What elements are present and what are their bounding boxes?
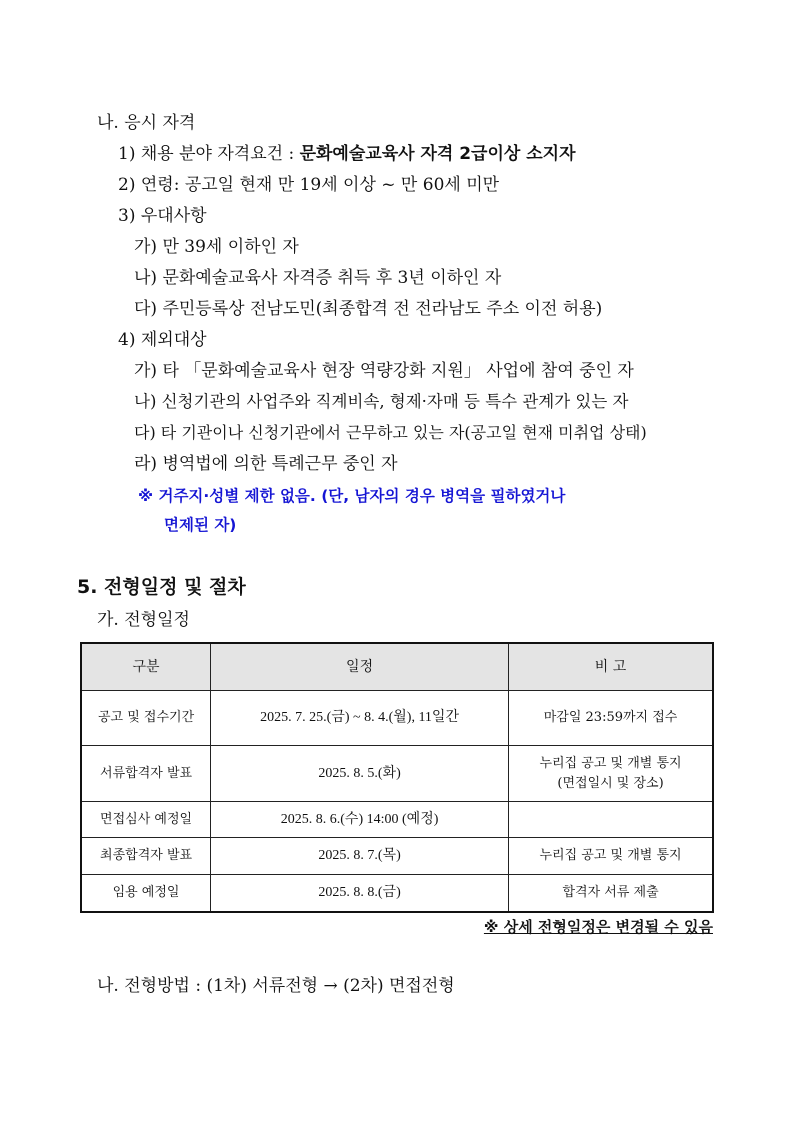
schedule-table bbox=[80, 642, 714, 913]
row-category: 면접심사 예정일 bbox=[81, 802, 211, 838]
section-na-title: 나. 응시 자격 bbox=[97, 113, 196, 133]
exclusion-item-c: 다) 타 기관이나 신청기관에서 근무하고 있는 자(공고일 현재 미취업 상태) bbox=[134, 423, 647, 442]
qualification-item-2: 2) 연령: 공고일 현재 만 19세 이상 ~ 만 60세 미만 bbox=[118, 175, 500, 195]
schedule-change-note: ※ 상세 전형일정은 변경될 수 있음 bbox=[483, 918, 713, 936]
qualification-item-4: 4) 제외대상 bbox=[118, 330, 207, 350]
selection-method: 나. 전형방법 : (1차) 서류전형 → (2차) 면접전형 bbox=[97, 976, 455, 996]
row-remarks-line1: 마감일 23:59까지 접수 bbox=[543, 710, 678, 725]
row-schedule: 2025. 8. 8.(금) bbox=[211, 875, 509, 912]
row-remarks bbox=[509, 802, 713, 838]
notice-line-1: ※ 거주지·성별 제한 없음. (단, 남자의 경우 병역을 필하였거나 bbox=[138, 487, 566, 505]
preference-item-a: 가) 만 39세 이하인 자 bbox=[134, 237, 299, 257]
table-row bbox=[81, 802, 713, 838]
row-remarks bbox=[509, 746, 713, 802]
table-row bbox=[81, 691, 713, 746]
row-remarks bbox=[509, 691, 713, 746]
row-category: 서류합격자 발표 bbox=[81, 746, 211, 802]
row-schedule: 2025. 8. 7.(목) bbox=[211, 838, 509, 875]
header-schedule: 일정 bbox=[211, 643, 509, 691]
qualification-item-1-label: 1) 채용 분야 자격요건 : bbox=[118, 144, 300, 164]
qualification-item-1 bbox=[118, 143, 576, 165]
header-remarks: 비 고 bbox=[509, 643, 713, 691]
preference-item-c: 다) 주민등록상 전남도민(최종합격 전 전라남도 주소 이전 허용) bbox=[134, 299, 603, 319]
exclusion-item-b: 나) 신청기관의 사업주와 직계비속, 형제·자매 등 특수 관계가 있는 자 bbox=[134, 392, 629, 411]
exclusion-item-d: 라) 병역법에 의한 특례근무 중인 자 bbox=[134, 454, 398, 474]
row-category: 임용 예정일 bbox=[81, 875, 211, 912]
row-category: 공고 및 접수기간 bbox=[81, 691, 211, 746]
schedule-subtitle: 가. 전형일정 bbox=[97, 610, 190, 630]
table-row bbox=[81, 746, 713, 802]
row-schedule: 2025. 7. 25.(금) ~ 8. 4.(월), 11일간 bbox=[211, 691, 509, 746]
row-remarks-line1: 누리집 공고 및 개별 통지 bbox=[539, 755, 682, 771]
header-category: 구분 bbox=[81, 643, 211, 691]
exclusion-item-a: 가) 타 「문화예술교육사 현장 역량강화 지원」 사업에 참여 중인 자 bbox=[134, 361, 634, 381]
notice-line-2: 면제된 자) bbox=[164, 516, 237, 534]
preference-item-b: 나) 문화예술교육사 자격증 취득 후 3년 이하인 자 bbox=[134, 268, 502, 288]
table-header-row bbox=[81, 643, 713, 691]
qualification-item-3: 3) 우대사항 bbox=[118, 206, 207, 226]
table-row bbox=[81, 875, 713, 912]
row-schedule: 2025. 8. 6.(수) 14:00 (예정) bbox=[211, 802, 509, 838]
table-row bbox=[81, 838, 713, 875]
qualification-item-1-value: 문화예술교육사 자격 2급이상 소지자 bbox=[299, 144, 576, 164]
row-schedule: 2025. 8. 5.(화) bbox=[211, 746, 509, 802]
row-remarks-line2: (면접일시 및 장소) bbox=[557, 775, 664, 791]
row-remarks: 합격자 서류 제출 bbox=[509, 875, 713, 912]
section-5-title: 5. 전형일정 및 절차 bbox=[77, 576, 246, 598]
row-remarks: 누리집 공고 및 개별 통지 bbox=[509, 838, 713, 875]
row-category: 최종합격자 발표 bbox=[81, 838, 211, 875]
